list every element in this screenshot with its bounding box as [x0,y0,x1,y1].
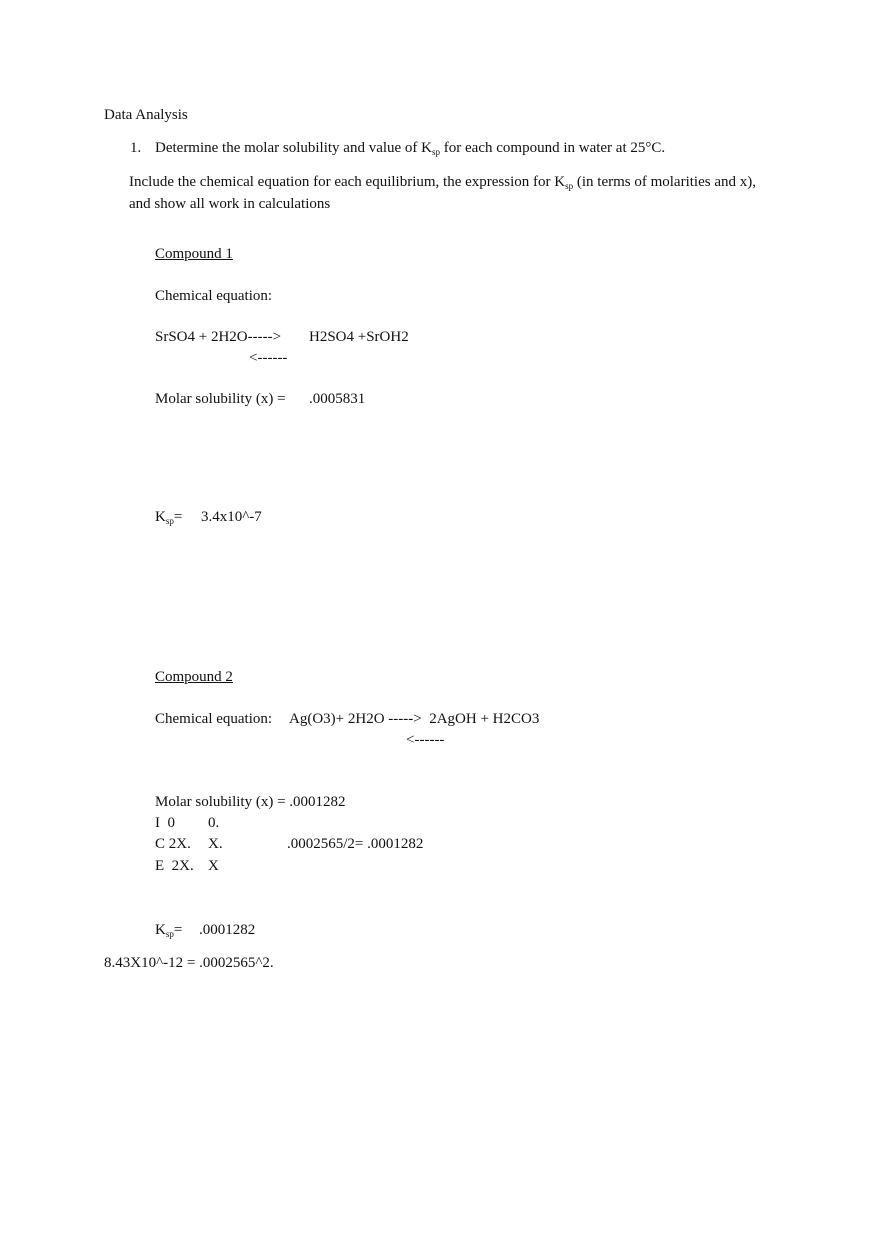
compound1-ksp-value: 3.4x10^-7 [201,509,262,525]
compound2-reverse-arrow: <------ [406,732,445,748]
compound1-molar-label: Molar solubility (x) = [155,391,286,407]
ice-row-value: 0. [208,815,220,831]
compound1-reverse-arrow: <------ [249,350,288,366]
compound1-k-subscript: sp [165,516,174,526]
instructions-ksp-subscript: sp [565,181,574,191]
instructions-after: (in terms of molarities and x), and show all work in calculations [129,174,756,212]
ice-row-value: X [208,858,219,874]
compound2-molar-line: Molar solubility (x) = .0001282 [155,794,346,810]
instructions-before: Include the chemical equation for each equilibrium, the expression for K [129,174,566,190]
ice-row-label: E 2X. [155,858,194,874]
question-text [155,139,665,157]
instructions-paragraph [129,171,779,215]
compound1-equation-label: Chemical equation: [155,288,273,304]
question-number: 1. [130,140,142,156]
section-title: Data Analysis [104,107,188,123]
ice-row-label: I 0 [155,815,175,831]
compound2-ksp-label [155,921,182,939]
compound2-k-subscript: sp [165,929,174,939]
compound1-equation-left: SrSO4 + 2H2O-----> [155,329,282,345]
compound1-ksp-label [155,508,182,526]
compound2-equation-label: Chemical equation: [155,711,273,727]
compound2-ksp-value: .0001282 [199,922,256,938]
compound1-k: K [155,509,166,525]
compound2-k-equals: = [173,922,183,938]
compound2-equation: Ag(O3)+ 2H2O -----> 2AgOH + H2CO3 [289,711,540,727]
ksp-subscript: sp [432,147,441,157]
compound2-heading: Compound 2 [155,669,233,685]
compound2-k: K [155,922,166,938]
compound1-heading: Compound 1 [155,246,233,262]
compound2-extra-line: 8.43X10^-12 = .0002565^2. [104,955,274,971]
question-text-after: for each compound in water at 25°C. [440,140,666,156]
question-text-before: Determine the molar solubility and value of K [155,140,433,156]
compound1-k-equals: = [173,509,183,525]
compound1-equation-right: H2SO4 +SrOH2 [309,329,409,345]
ice-row-note: .0002565/2= .0001282 [287,836,424,852]
compound1-molar-value: .0005831 [309,391,366,407]
ice-row-label: C 2X. [155,836,191,852]
ice-row-value: X. [208,836,223,852]
